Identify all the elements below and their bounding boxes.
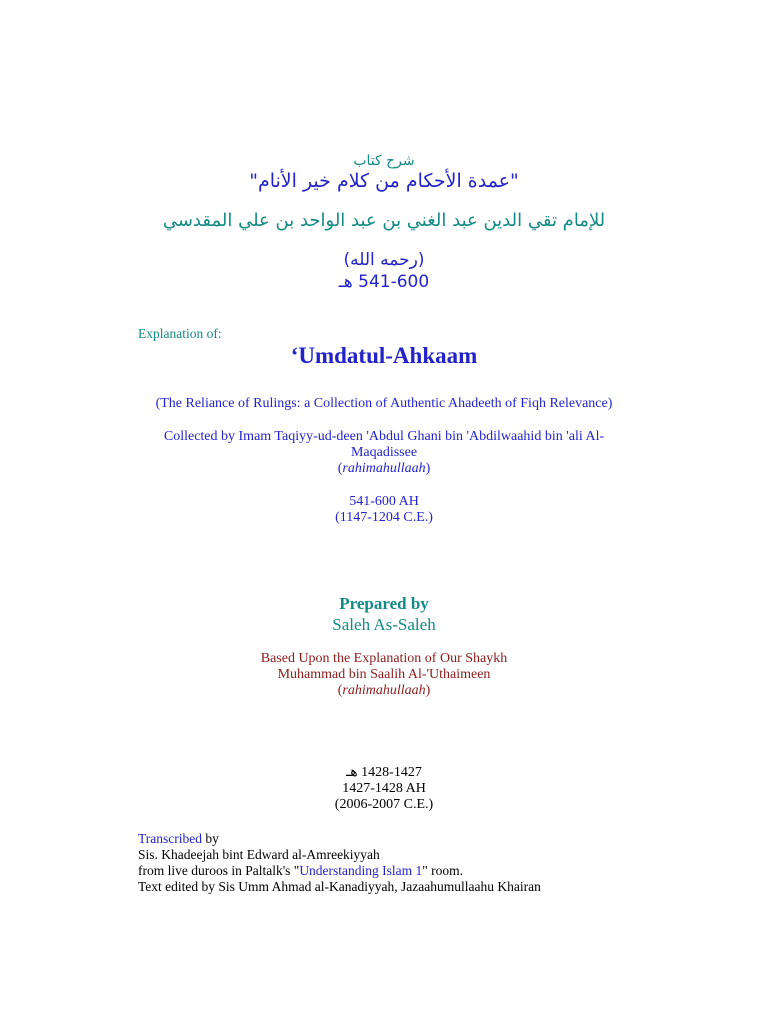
edited-line: Text edited by Sis Umm Ahmad al-Kanadiyyah, Jazaahumullaahu Khairan: [138, 879, 541, 894]
room-link[interactable]: Understanding Islam 1: [299, 863, 423, 878]
date-hijri-arabic: 1428-1427 هـ: [346, 765, 422, 780]
rahimahullaah-line-2: (rahimahullaah): [337, 683, 431, 698]
rahimahullaah-line-1: (rahimahullaah): [337, 461, 431, 476]
based-upon-block: [0, 651, 768, 699]
transcribed-line: [138, 831, 541, 847]
collected-by: [0, 429, 768, 477]
arabic-imam-line: للإمام تقي الدين عبد الغني بن عبد الواحد بن علي المقدسي: [162, 210, 606, 231]
page-title: ‘Umdatul-Ahkaam: [290, 343, 478, 368]
source-prefix: from live duroos in Paltalk's ": [138, 863, 300, 878]
date-ah: 1427-1428 AH: [342, 781, 426, 796]
transcriber-line: Sis. Khadeejah bint Edward al-Amreekiyyah: [138, 847, 380, 862]
source-line: [138, 863, 541, 879]
arabic-book-title: "عمدة الأحكام من كلام خير الأنام": [249, 170, 519, 192]
collected-by-line2: Maqadissee: [350, 445, 418, 460]
source-suffix: " room.: [422, 863, 464, 878]
prepared-by-label: Prepared by: [339, 594, 429, 613]
years-block: [0, 494, 768, 526]
transcribed-link[interactable]: Transcribed: [138, 831, 202, 846]
rahimahullaah-text-2: rahimahullaah: [342, 683, 426, 698]
based-upon-line2: Muhammad bin Saalih Al-'Uthaimeen: [277, 667, 491, 682]
arabic-rahimahullah: (رحمه الله): [343, 250, 425, 270]
rahimahullaah-text-1: rahimahullaah: [342, 461, 426, 476]
date-ce: (2006-2007 C.E.): [334, 797, 434, 812]
preparer-name: Saleh As-Saleh: [332, 615, 436, 634]
years-ah: 541-600 AH: [349, 494, 419, 509]
explanation-of-label: Explanation of:: [138, 326, 222, 341]
years-ce: (1147-1204 C.E.): [335, 510, 433, 525]
subtitle: (The Reliance of Rulings: a Collection of Authentic Ahadeeth of Fiqh Relevance): [155, 396, 613, 411]
credits-block: [138, 831, 541, 895]
dates-block: [0, 765, 768, 813]
based-upon-line1: Based Upon the Explanation of Our Shaykh: [260, 651, 508, 666]
arabic-sharh-kitab: شرح كتاب: [353, 153, 415, 169]
transcribed-by-text: by: [202, 831, 219, 846]
collected-by-line1: Collected by Imam Taqiyy-ud-deen 'Abdul Ghani bin 'Abdilwaahid bin 'ali Al-: [163, 429, 605, 444]
arabic-years-hijri: 541-600 هـ: [338, 272, 430, 292]
